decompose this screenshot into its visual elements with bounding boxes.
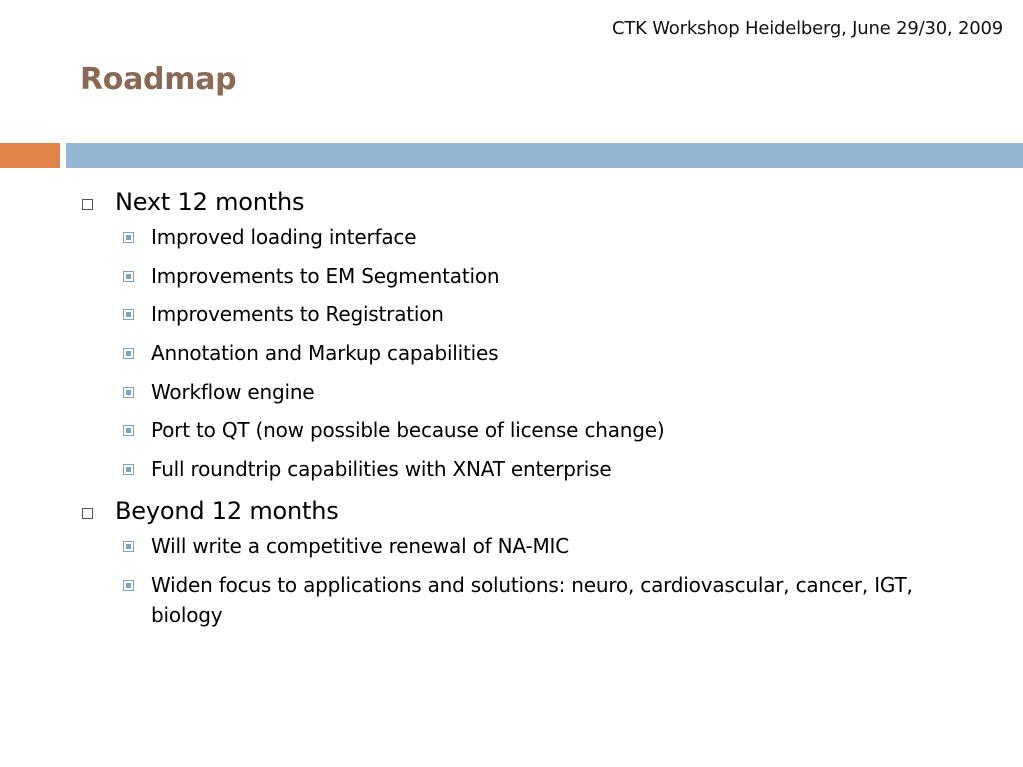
list-item (78, 570, 978, 630)
list-item-text: Annotation and Markup capabilities (151, 341, 499, 366)
filled-square-bullet-icon (123, 580, 134, 591)
list-item (78, 415, 978, 445)
section-heading-next-12-months (78, 184, 978, 220)
filled-square-bullet-icon (123, 232, 134, 243)
list-item (78, 261, 978, 291)
filled-square-bullet-icon (123, 348, 134, 359)
filled-square-bullet-icon (123, 271, 134, 282)
filled-square-bullet-icon (123, 309, 134, 320)
list-item-text: Will write a competitive renewal of NA-MIC (151, 533, 569, 558)
slide-title: Roadmap (80, 62, 237, 97)
bullet-list-beyond-12-months (78, 531, 978, 630)
list-item-text: Widen focus to applications and solutions: neuro, cardiovascular, cancer, IGT, biology (151, 572, 913, 627)
list-item (78, 222, 978, 252)
section-heading-text: Beyond 12 months (115, 496, 339, 525)
list-item (78, 299, 978, 329)
accent-bar (0, 143, 60, 168)
filled-square-bullet-icon (123, 425, 134, 436)
filled-square-bullet-icon (123, 541, 134, 552)
list-item-text: Workflow engine (151, 379, 315, 404)
section-heading-beyond-12-months (78, 493, 978, 529)
section-heading-text: Next 12 months (115, 188, 305, 216)
header-note: CTK Workshop Heidelberg, June 29/30, 2009 (611, 18, 1003, 39)
square-bullet-icon (82, 199, 93, 210)
list-item-text: Improvements to Registration (151, 302, 444, 327)
square-bullet-icon (82, 508, 93, 519)
list-item-text: Port to QT (now possible because of license change) (151, 418, 665, 443)
list-item-text: Full roundtrip capabilities with XNAT enterprise (151, 457, 612, 482)
bullet-list-next-12-months (78, 222, 978, 484)
title-rule-bar (66, 143, 1023, 168)
list-item (78, 531, 978, 561)
filled-square-bullet-icon (123, 464, 134, 475)
list-item (78, 377, 978, 407)
list-item (78, 338, 978, 368)
slide-content (78, 184, 978, 638)
filled-square-bullet-icon (123, 387, 134, 398)
list-item (78, 454, 978, 484)
list-item-text: Improved loading interface (151, 225, 417, 249)
list-item-text: Improvements to EM Segmentation (151, 263, 500, 288)
